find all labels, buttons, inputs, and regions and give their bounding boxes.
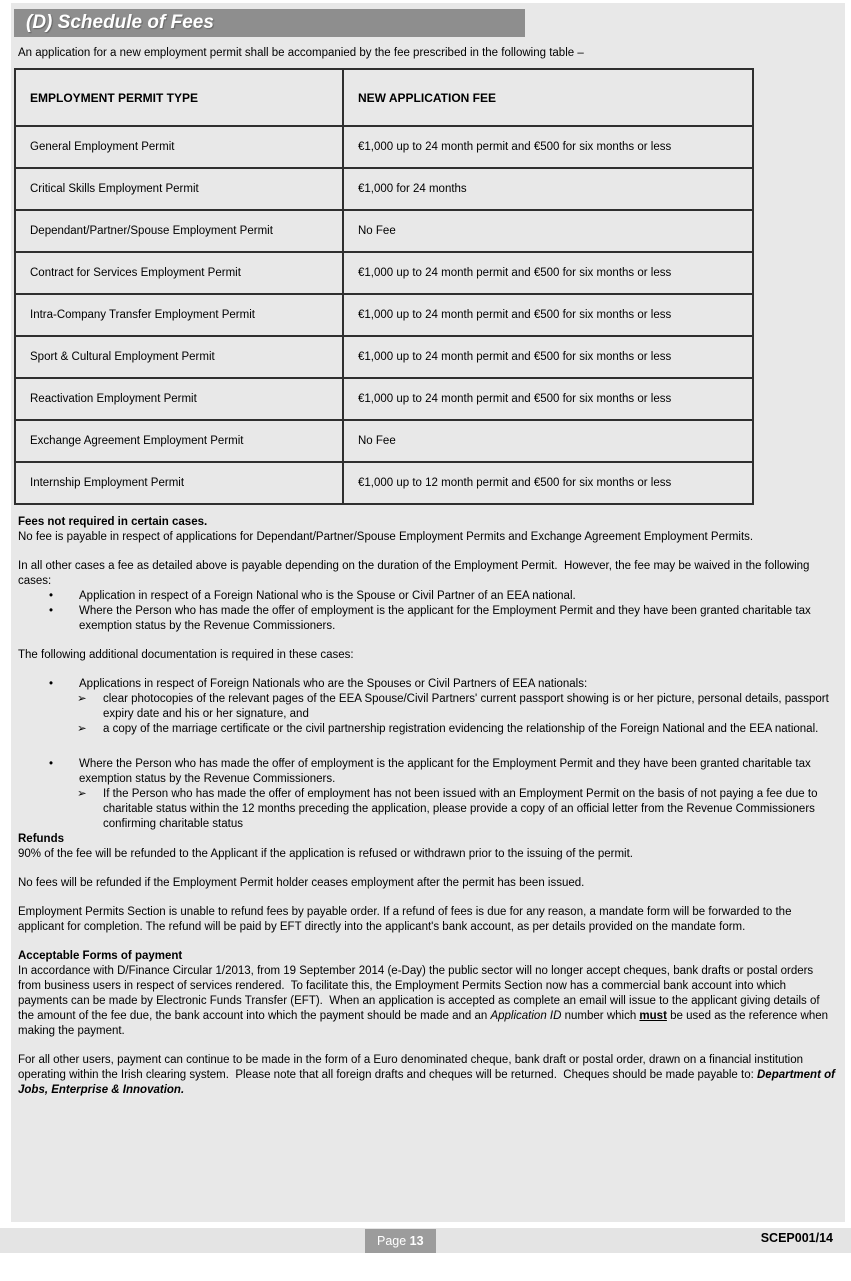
bullet-icon: • <box>49 590 54 602</box>
list-item-text: Where the Person who has made the offer of employment is the applicant for the Employment Permit and they have been granted charitable tax exemption status by the Revenue Commissioners. <box>79 605 814 632</box>
arrow-bullet-icon: ➢ <box>77 723 87 735</box>
spacer <box>18 737 835 757</box>
sub-list-item <box>18 692 835 722</box>
fee-cell: €1,000 up to 24 month permit and €500 for six months or less <box>343 252 753 294</box>
payment-heading: Acceptable Forms of payment <box>18 950 183 962</box>
intro-text: An application for a new employment permit shall be accompanied by the fee prescribed in the following table – <box>18 47 584 59</box>
fee-cell: €1,000 for 24 months <box>343 168 753 210</box>
page-body <box>11 3 845 1222</box>
column-header-permit-type: EMPLOYMENT PERMIT TYPE <box>15 69 343 126</box>
paragraph: Employment Permits Section is unable to refund fees by payable order. If a refund of fees is due for any reason, a mandate form will be forwarded to the applicant for completion. The refund will be paid by EFT directly into the applicant's bank account, as per details provided on the mandate form. <box>18 906 795 933</box>
sub-list-item <box>18 787 835 832</box>
list-item-text: Applications in respect of Foreign Nationals who are the Spouses or Civil Partners of EEA nationals: <box>79 678 588 690</box>
permit-type-cell: General Employment Permit <box>15 126 343 168</box>
permit-type-cell: Sport & Cultural Employment Permit <box>15 336 343 378</box>
text-run: be used as the reference when making the payment. <box>18 1010 832 1037</box>
permit-type-cell: Critical Skills Employment Permit <box>15 168 343 210</box>
fee-cell: €1,000 up to 24 month permit and €500 for six months or less <box>343 294 753 336</box>
table-row <box>15 420 753 462</box>
page-number: 13 <box>409 1234 424 1248</box>
page-label: Page <box>377 1234 410 1248</box>
paragraph: In all other cases a fee as detailed above is payable depending on the duration of the Employment Permit. However, the fee may be waived in the following cases: <box>18 560 813 587</box>
list-item-text: If the Person who has made the offer of employment has not been issued with an Employment Permit on the basis of not paying a fee due to charitable status within the 12 months preceding the application, please provide a copy of an official letter from the Revenue Commissioners confirming charitable status <box>103 788 821 830</box>
fees-not-required-heading: Fees not required in certain cases. <box>18 516 208 528</box>
paragraph: The following additional documentation is required in these cases: <box>18 649 354 661</box>
bullet-icon: • <box>49 758 54 770</box>
list-item <box>18 604 835 634</box>
list-item-text: a copy of the marriage certificate or the civil partnership registration evidencing the relationship of the Foreign National and the EEA national. <box>103 723 819 735</box>
paragraph <box>18 964 835 1039</box>
table-row <box>15 252 753 294</box>
spacer <box>18 634 835 648</box>
fee-cell: €1,000 up to 24 month permit and €500 for six months or less <box>343 126 753 168</box>
paragraph <box>18 1053 839 1098</box>
must-emphasis: must <box>639 1010 667 1022</box>
permit-type-cell: Reactivation Employment Permit <box>15 378 343 420</box>
text-run: In accordance with D/Finance Circular 1/2013, from 19 September 2014 (e-Day) the public sector will no longer accept cheques, bank drafts or postal orders from business users in respect of services rendered. To facilitate this, the Employment Permits Section now has a commercial bank account into which payments can be made by Electronic Funds Transfer (EFT). When an application is accepted as complete an email will issue to the applicant giving details of the amount of the fee due, the bank account into which the payment should be made and an <box>18 965 823 1022</box>
permit-type-cell: Dependant/Partner/Spouse Employment Permit <box>15 210 343 252</box>
permit-type-cell: Exchange Agreement Employment Permit <box>15 420 343 462</box>
table-row <box>15 168 753 210</box>
section-title: (D) Schedule of Fees <box>26 12 214 33</box>
table-row <box>15 294 753 336</box>
list-item-text: Application in respect of a Foreign National who is the Spouse or Civil Partner of an EEA national. <box>79 590 576 602</box>
body-text <box>18 515 839 1098</box>
arrow-bullet-icon: ➢ <box>77 693 87 705</box>
fee-cell: No Fee <box>343 210 753 252</box>
arrow-bullet-icon: ➢ <box>77 788 87 800</box>
fee-cell: €1,000 up to 24 month permit and €500 for six months or less <box>343 336 753 378</box>
text-run: number which <box>561 1010 640 1022</box>
fee-table <box>14 68 754 505</box>
table-row <box>15 126 753 168</box>
bullet-icon: • <box>49 605 54 617</box>
column-header-application-fee: NEW APPLICATION FEE <box>343 69 753 126</box>
permit-type-cell: Internship Employment Permit <box>15 462 343 504</box>
application-id-italic: Application ID <box>490 1010 562 1022</box>
refunds-heading: Refunds <box>18 833 64 845</box>
table-row <box>15 336 753 378</box>
fee-cell: €1,000 up to 24 month permit and €500 for six months or less <box>343 378 753 420</box>
table-row <box>15 210 753 252</box>
fee-cell: No Fee <box>343 420 753 462</box>
fee-cell: €1,000 up to 12 month permit and €500 for six months or less <box>343 462 753 504</box>
text-run: For all other users, payment can continue to be made in the form of a Euro denominated cheque, bank draft or postal order, drawn on a financial institution operating within the Irish clearing system. Please note that all foreign drafts and cheques will be returned. Cheques should be made payable to: <box>18 1054 807 1081</box>
paragraph: No fee is payable in respect of applications for Dependant/Partner/Spouse Employment Permits and Exchange Agreement Employment Permits. <box>18 531 754 543</box>
page-number-badge <box>365 1229 436 1253</box>
permit-type-cell: Contract for Services Employment Permit <box>15 252 343 294</box>
list-item <box>18 757 835 787</box>
bullet-icon: • <box>49 678 54 690</box>
sub-list-item <box>18 722 835 737</box>
list-item <box>18 677 835 692</box>
list-item <box>18 589 835 604</box>
document-reference: SCEP001/14 <box>760 1231 833 1245</box>
list-item-text: Where the Person who has made the offer of employment is the applicant for the Employment Permit and they have been granted charitable tax exemption status by the Revenue Commissioners. <box>79 758 814 785</box>
paragraph: No fees will be refunded if the Employment Permit holder ceases employment after the permit has been issued. <box>18 877 585 889</box>
permit-type-cell: Intra-Company Transfer Employment Permit <box>15 294 343 336</box>
table-row <box>15 462 753 504</box>
table-header-row <box>15 69 753 126</box>
department-name-emphasis: Department of Jobs, Enterprise & Innovation. <box>18 1069 839 1096</box>
table-row <box>15 378 753 420</box>
paragraph: 90% of the fee will be refunded to the Applicant if the application is refused or withdrawn prior to the issuing of the permit. <box>18 848 633 860</box>
section-title-bar <box>14 9 525 37</box>
list-item-text: clear photocopies of the relevant pages of the EEA Spouse/Civil Partners' current passport showing is or her picture, personal details, passport expiry date and his or her signature, and <box>103 693 833 720</box>
